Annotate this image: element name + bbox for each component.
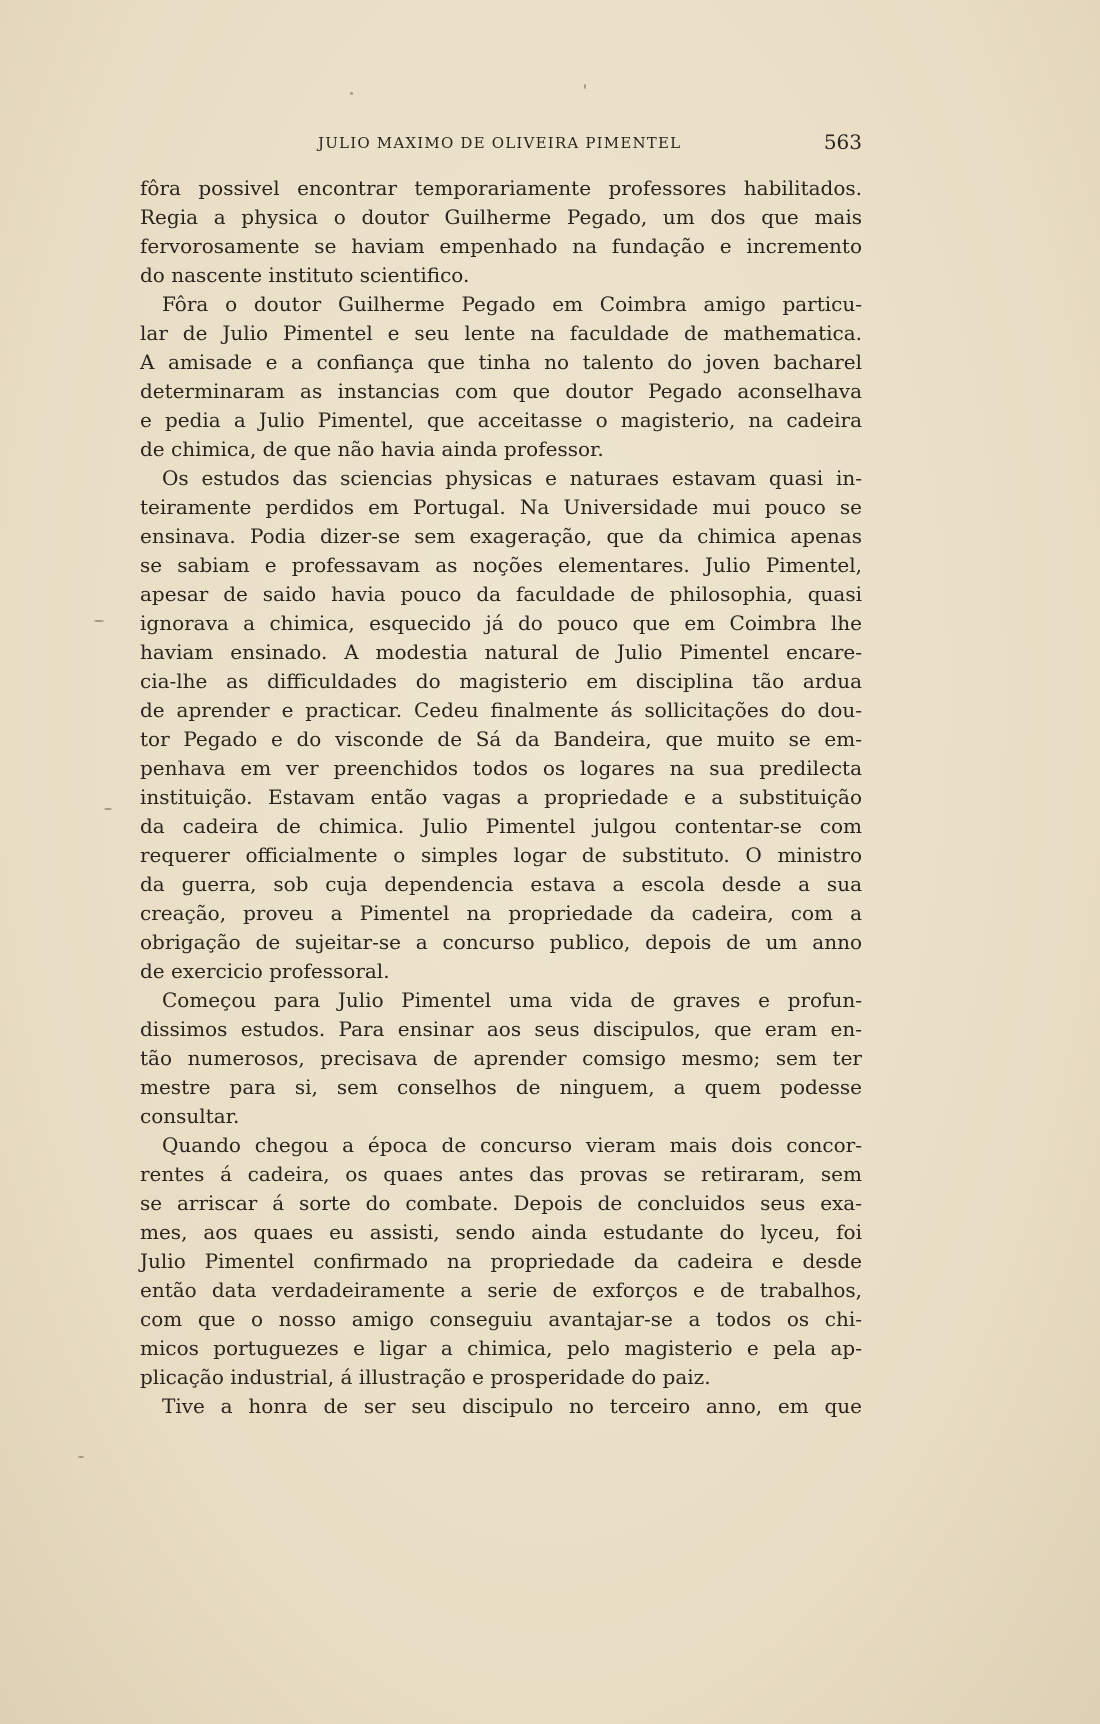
text-line: dissimos estudos. Para ensinar aos seus discipulos, que eram en- [140,1017,862,1041]
text-line: e pedia a Julio Pimentel, que acceitasse o magisterio, na cadeira [140,408,862,432]
text-line: cia-lhe as difficuldades do magisterio em disciplina tão ardua [140,669,862,693]
text-line: A amisade e a confiança que tinha no talento do joven bacharel [140,350,862,374]
text-line: com que o nosso amigo conseguiu avantajar-se a todos os chi- [140,1307,862,1331]
text-line: do nascente instituto scientifico. [140,263,470,287]
text-line: determinaram as instancias com que doutor Pegado aconselhava [140,379,862,403]
paper-speck [94,620,104,622]
page-header [140,130,862,160]
text-line: de aprender e practicar. Cedeu finalmente ás sollicitações do dou- [140,698,862,722]
text-line: requerer officialmente o simples logar de substituto. O ministro [140,843,862,867]
text-line: apesar de saido havia pouco da faculdade de philosophia, quasi [140,582,862,606]
text-line: tor Pegado e do visconde de Sá da Bandeira, que muito se em- [140,727,862,751]
text-line: Os estudos das sciencias physicas e naturaes estavam quasi in- [162,466,862,490]
text-line: Julio Pimentel confirmado na propriedade da cadeira e desde [140,1249,862,1273]
text-line: ignorava a chimica, esquecido já do pouco que em Coimbra lhe [140,611,862,635]
text-line: Fôra o doutor Guilherme Pegado em Coimbra amigo particu- [162,292,862,316]
text-line: Começou para Julio Pimentel uma vida de graves e profun- [162,988,862,1012]
text-line: micos portuguezes e ligar a chimica, pelo magisterio e pela ap- [140,1336,862,1360]
paper-speck [350,92,353,95]
text-line: de chimica, de que não havia ainda professor. [140,437,604,461]
page-number: 563 [823,130,862,154]
text-line: fôra possivel encontrar temporariamente professores habilitados. [140,176,862,200]
text-line: penhava em ver preenchidos todos os logares na sua predilecta [140,756,862,780]
text-line: ensinava. Podia dizer-se sem exageração, que da chimica apenas [140,524,862,548]
text-line: teiramente perdidos em Portugal. Na Universidade mui pouco se [140,495,862,519]
paper-speck [584,84,586,89]
paper-speck [104,808,112,810]
text-line: fervorosamente se haviam empenhado na fundação e incremento [140,234,862,258]
text-line: Regia a physica o doutor Guilherme Pegado, um dos que mais [140,205,862,229]
text-line: Tive a honra de ser seu discipulo no terceiro anno, em que [162,1394,862,1418]
text-line: mes, aos quaes eu assisti, sendo ainda estudante do lyceu, foi [140,1220,862,1244]
text-line: lar de Julio Pimentel e seu lente na faculdade de mathematica. [140,321,862,345]
text-line: consultar. [140,1104,240,1128]
text-line: creação, proveu a Pimentel na propriedade da cadeira, com a [140,901,862,925]
text-line: da guerra, sob cuja dependencia estava a escola desde a sua [140,872,862,896]
text-line: se sabiam e professavam as noções elementares. Julio Pimentel, [140,553,862,577]
text-line: de exercicio professoral. [140,959,390,983]
text-line: se arriscar á sorte do combate. Depois de concluidos seus exa- [140,1191,862,1215]
text-line: plicação industrial, á illustração e prosperidade do paiz. [140,1365,711,1389]
text-line: instituição. Estavam então vagas a propriedade e a substituição [140,785,862,809]
text-line: obrigação de sujeitar-se a concurso publico, depois de um anno [140,930,862,954]
body-text [140,174,862,1421]
text-line: da cadeira de chimica. Julio Pimentel julgou contentar-se com [140,814,862,838]
text-line: Quando chegou a época de concurso vieram mais dois concor- [162,1133,862,1157]
text-line: rentes á cadeira, os quaes antes das provas se retiraram, sem [140,1162,862,1186]
paper-speck [78,1456,84,1458]
running-title: JULIO MAXIMO DE OLIVEIRA PIMENTEL [318,134,682,152]
text-line: mestre para si, sem conselhos de ninguem, a quem podesse [140,1075,862,1099]
text-line: tão numerosos, precisava de aprender comsigo mesmo; sem ter [140,1046,862,1070]
text-line: haviam ensinado. A modestia natural de Julio Pimentel encare- [140,640,862,664]
text-line: então data verdadeiramente a serie de exforços e de trabalhos, [140,1278,862,1302]
